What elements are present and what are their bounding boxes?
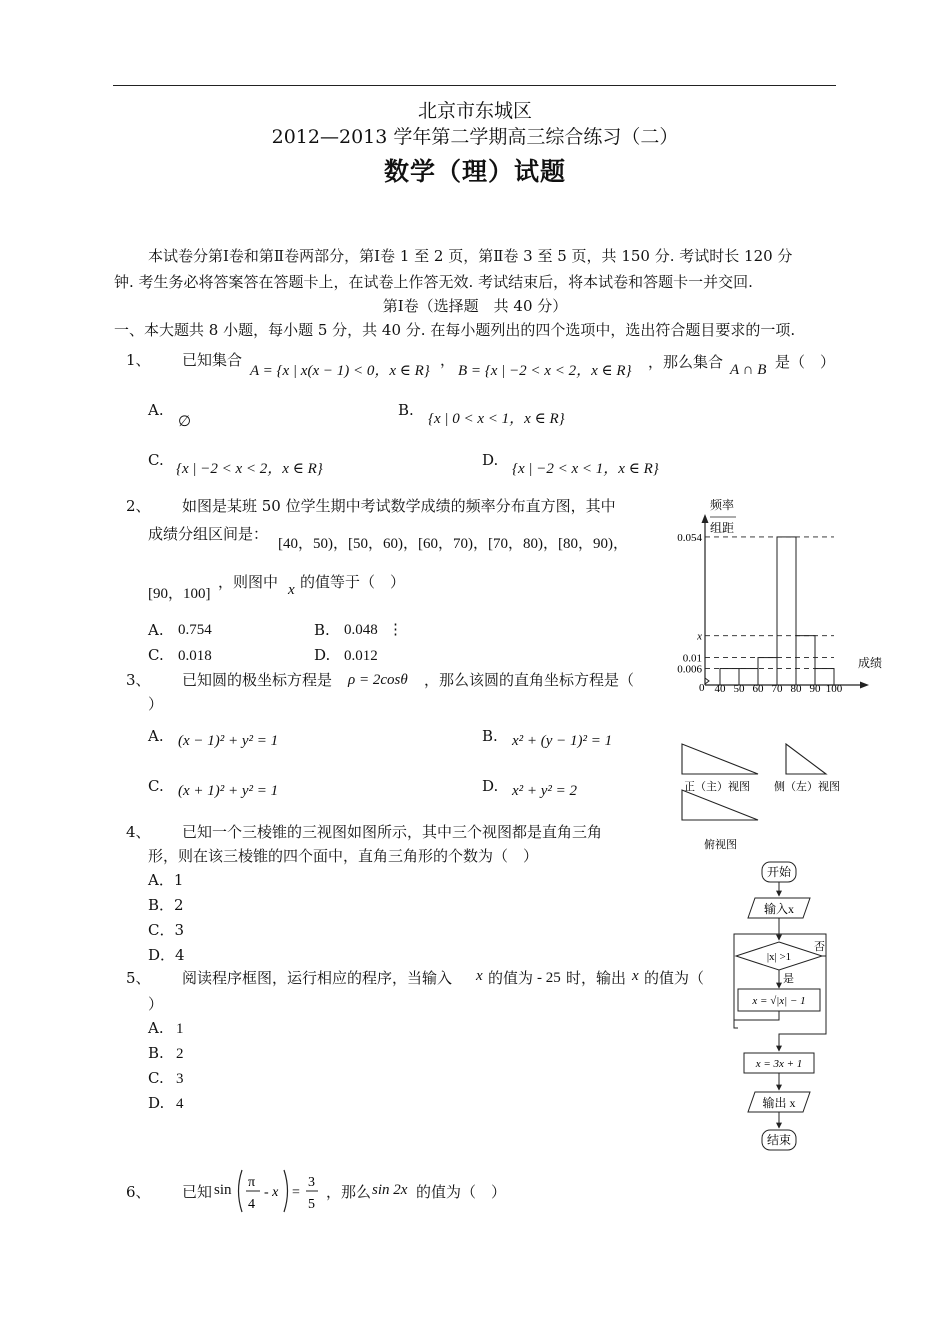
q6-numerator: 3 [308, 1175, 315, 1190]
q4-option-b: B．2 [148, 896, 184, 914]
q5-option-c-label: C. [148, 1069, 164, 1087]
x-axis-arrow [860, 682, 869, 689]
q6-expression: sin 2x [372, 1182, 408, 1198]
intro-line-1: 本试卷分第Ⅰ卷和第Ⅱ卷两部分，第Ⅰ卷 1 至 2 页，第Ⅱ卷 3 至 5 页，共 150 分. 考试时长 120 分 [148, 247, 793, 265]
q5-option-d-label: D. [148, 1094, 165, 1112]
q2-option-a-label: A. [148, 621, 164, 639]
q2-last-interval: [90，100] [148, 586, 211, 602]
q5-input-value: - 25 [537, 970, 561, 986]
q1-option-c: {x | −2 < x < 2，x ∈ R} [176, 461, 323, 477]
q5-line-2: ） [148, 995, 164, 1013]
q5-var-1: x [476, 968, 483, 984]
q6-denominator: 5 [308, 1197, 315, 1212]
q1-comma: ， [440, 351, 456, 369]
q6-equation [234, 1166, 328, 1216]
q3-option-d-label: D. [482, 777, 499, 795]
q1-option-b-label: B. [398, 401, 414, 419]
q1-option-b: {x | 0 < x < 1，x ∈ R} [428, 411, 565, 427]
q3-stem-c: ） [148, 695, 164, 713]
q2-option-c: 0.018 [178, 648, 212, 664]
front-view-label: 正（主）视图 [684, 781, 750, 793]
y-tick-label: 0.01 [682, 652, 702, 665]
q2-option-b-mark: ⋮ [388, 622, 403, 638]
q5-option-a: 1 [176, 1021, 184, 1037]
x-tick-label: 100 [825, 683, 843, 695]
q5-line-1c: 时，输出 [566, 969, 627, 987]
q2-option-b: 0.048 [344, 622, 378, 638]
exam-title: 2012—2013 学年第二学期高三综合练习（二） [271, 126, 679, 148]
section-instructions: 一、本大题共 8 小题，每小题 5 分，共 40 分. 在每小题列出的四个选项中，选出符合题目要求的一项. [114, 321, 796, 339]
subject-title: 数学（理）试题 [383, 157, 566, 186]
intro-line-2: 钟. 考生务必将答案答在答题卡上，在试卷上作答无效. 考试结束后，将本试卷和答题卡一并交回. [114, 273, 753, 291]
q6-minus-x: - x [264, 1185, 279, 1200]
q6-stem-b: ，那么 [326, 1183, 372, 1201]
histogram-bar [796, 636, 815, 685]
x-tick-label: 90 [809, 683, 821, 695]
q3-option-c-label: C. [148, 777, 164, 795]
q5-line-1d: 的值为（ [644, 969, 705, 987]
y-tick-label: 0.006 [677, 663, 702, 676]
q2-line-3b: ，则图中 [218, 573, 279, 591]
side-view-label: 侧（左）视图 [774, 781, 840, 793]
q5-option-b: 2 [176, 1046, 184, 1062]
flow-no-label: 否 [814, 941, 825, 953]
y-axis-arrow [702, 514, 709, 523]
q2-option-d: 0.012 [344, 648, 378, 664]
q5-option-d: 4 [176, 1096, 184, 1112]
q1-set-b: B = {x | −2 < x < 2，x ∈ R} [458, 363, 632, 379]
q1-number: 1、 [126, 351, 151, 369]
q2-option-b-label: B. [314, 621, 330, 639]
q2-line-3c: 的值等于（ ） [300, 573, 406, 591]
q3-stem-a: 已知圆的极坐标方程是 [182, 671, 333, 689]
q6-four: 4 [248, 1197, 255, 1212]
x-label: 成绩 [858, 656, 883, 670]
q2-line-2: 成绩分组区间是： [148, 525, 269, 543]
q6-stem-c: 的值为（ ） [416, 1183, 507, 1201]
part-one-heading: 第Ⅰ卷（选择题 共 40 分） [382, 297, 568, 315]
q4-line-1: 已知一个三棱锥的三视图如图所示，其中三个视图都是直角三角 [182, 823, 603, 841]
q3-equation: ρ = 2cosθ [348, 672, 408, 688]
q1-set-a: A = {x | x(x − 1) < 0，x ∈ R} [250, 363, 430, 379]
q1-intersection: A ∩ B [730, 362, 767, 378]
program-flowchart [726, 858, 850, 1156]
q1-stem-a: 已知集合 [182, 351, 243, 369]
front-view-triangle [682, 744, 758, 774]
frequency-histogram [660, 495, 890, 700]
q5-option-b-label: B. [148, 1044, 164, 1062]
q1-stem-b: ，那么集合 [648, 353, 724, 371]
three-views-figure [676, 740, 856, 855]
q3-option-b: x² + (y − 1)² = 1 [512, 733, 613, 749]
q5-var-2: x [632, 968, 639, 984]
flow-start-label: 开始 [766, 865, 792, 879]
q1-option-a-label: A. [148, 401, 164, 419]
q2-variable: x [288, 582, 295, 598]
flow-assign-2-label: x = 3x + 1 [755, 1058, 803, 1070]
q6-equals: = [292, 1185, 300, 1200]
y-tick-label: 0.054 [677, 531, 702, 544]
q2-option-c-label: C. [148, 646, 164, 664]
q1-option-d: {x | −2 < x < 1，x ∈ R} [512, 461, 659, 477]
x-tick-label: 70 [771, 683, 783, 695]
q1-option-a: ∅ [178, 414, 192, 430]
q6-number: 6、 [126, 1183, 151, 1201]
q3-option-b-label: B. [482, 727, 498, 745]
x-tick-label: 50 [733, 683, 745, 695]
q2-line-1: 如图是某班 50 位学生期中考试数学成绩的频率分布直方图，其中 [182, 497, 616, 515]
q2-option-d-label: D. [314, 646, 331, 664]
q5-line-1b: 的值为 [488, 969, 534, 987]
q3-option-c: (x + 1)² + y² = 1 [178, 783, 279, 799]
flow-assign-1-label: x = √|x| − 1 [752, 995, 806, 1007]
q1-stem-c: 是（ ） [775, 353, 836, 371]
flow-output-label: 输出 x [762, 1096, 796, 1110]
flow-yes-label: 是 [783, 973, 794, 985]
y-label-top: 频率 [710, 498, 735, 512]
top-view-triangle [682, 790, 758, 820]
q4-number: 4、 [126, 823, 151, 841]
q2-number: 2、 [126, 497, 151, 515]
q3-option-a-label: A. [148, 727, 164, 745]
histogram-bar [758, 658, 777, 685]
flow-end-label: 结束 [766, 1133, 792, 1147]
q2-option-a: 0.754 [178, 622, 212, 638]
q1-option-c-label: C. [148, 451, 164, 469]
origin-label: 0 [699, 682, 705, 694]
histogram-bars [720, 537, 834, 685]
q6-stem-a: 已知 [182, 1183, 213, 1201]
q1-option-d-label: D. [482, 451, 499, 469]
q6-pi: π [248, 1175, 256, 1190]
y-tick-labels [677, 532, 702, 676]
top-view-label: 俯视图 [704, 839, 737, 851]
q5-number: 5、 [126, 969, 151, 987]
q3-option-d: x² + y² = 2 [512, 783, 578, 799]
q5-option-c: 3 [176, 1071, 184, 1087]
q5-option-a-label: A. [148, 1019, 164, 1037]
q3-option-a: (x − 1)² + y² = 1 [178, 733, 279, 749]
header-rule [113, 85, 836, 86]
q4-option-a: A．1 [148, 871, 184, 889]
q6-sin: sin [214, 1182, 232, 1198]
q4-option-c: C．3 [148, 921, 185, 939]
q5-line-1a: 阅读程序框图，运行相应的程序，当输入 [182, 969, 453, 987]
side-view-triangle [786, 744, 826, 774]
x-tick-label: 80 [790, 683, 802, 695]
q4-line-2: 形，则在该三棱锥的四个面中，直角三角形的个数为（ ） [148, 847, 539, 865]
histogram-bar [777, 537, 796, 685]
district-title: 北京市东城区 [417, 100, 532, 122]
q3-number: 3、 [126, 671, 151, 689]
q2-intervals: [40，50)，[50，60)，[60，70)，[70，80)，[80，90)， [278, 536, 628, 552]
flow-decision-label: |x| >1 [766, 951, 792, 963]
y-label-bottom: 组距 [710, 521, 735, 535]
flow-input-label: 输入x [763, 902, 795, 916]
x-tick-label: 40 [714, 683, 726, 695]
y-tick-label: x [697, 630, 702, 643]
q3-stem-b: ，那么该圆的直角坐标方程是（ [424, 671, 635, 689]
q4-option-d: D．4 [148, 946, 185, 964]
x-tick-label: 60 [752, 683, 764, 695]
